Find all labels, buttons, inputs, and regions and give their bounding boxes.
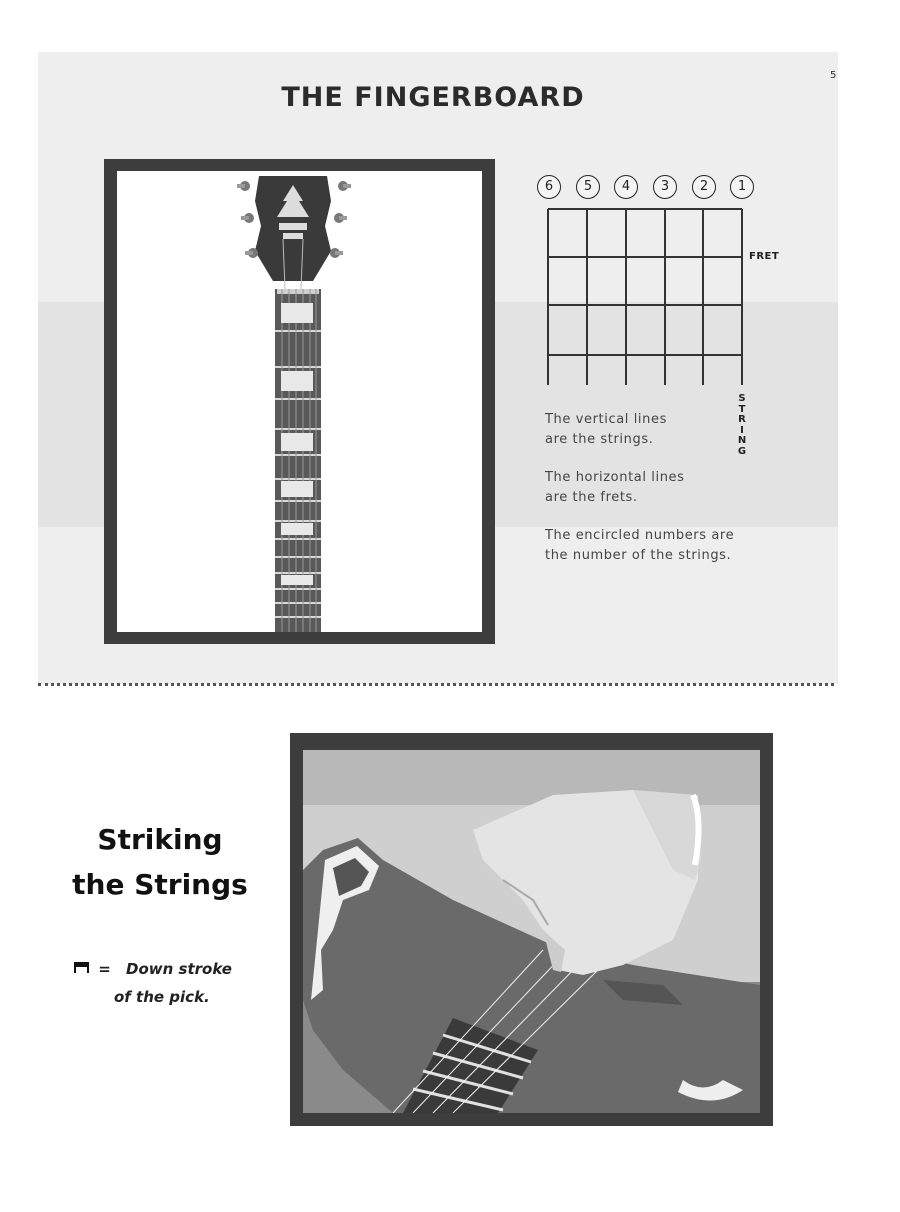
picking-hand-illustration: [303, 750, 760, 1113]
string-number-3: 3: [653, 175, 677, 199]
description-frets: The horizontal lines are the frets.: [545, 470, 685, 505]
string-number-row: [536, 174, 758, 202]
string-label: S T R I N G: [737, 393, 747, 457]
down-stroke-icon: [74, 962, 89, 973]
string-number-6: 6: [537, 175, 561, 199]
section-divider: [38, 683, 834, 686]
guitar-neck-illustration: [117, 171, 482, 632]
down-stroke-text-2: of the pick.: [114, 988, 210, 1006]
string-number-1: 1: [730, 175, 754, 199]
string-number-2: 2: [692, 175, 716, 199]
picking-hand-photo: [303, 750, 760, 1113]
down-stroke-legend: [74, 955, 232, 1011]
page-number: 5: [830, 70, 837, 81]
striking-title: Striking the Strings: [72, 823, 248, 901]
down-stroke-text: Down stroke: [126, 960, 232, 978]
string-number-4: 4: [614, 175, 638, 199]
description-numbers: The encircled numbers are the number of the strings.: [545, 528, 735, 563]
fret-label: FRET: [749, 251, 780, 262]
string-number-5: 5: [576, 175, 600, 199]
description-strings: The vertical lines are the strings.: [545, 412, 667, 447]
equals-sign: =: [98, 960, 111, 978]
guitar-neck-photo: [117, 171, 482, 632]
page-title: THE FINGERBOARD: [281, 82, 585, 113]
fret-grid: [545, 205, 745, 390]
